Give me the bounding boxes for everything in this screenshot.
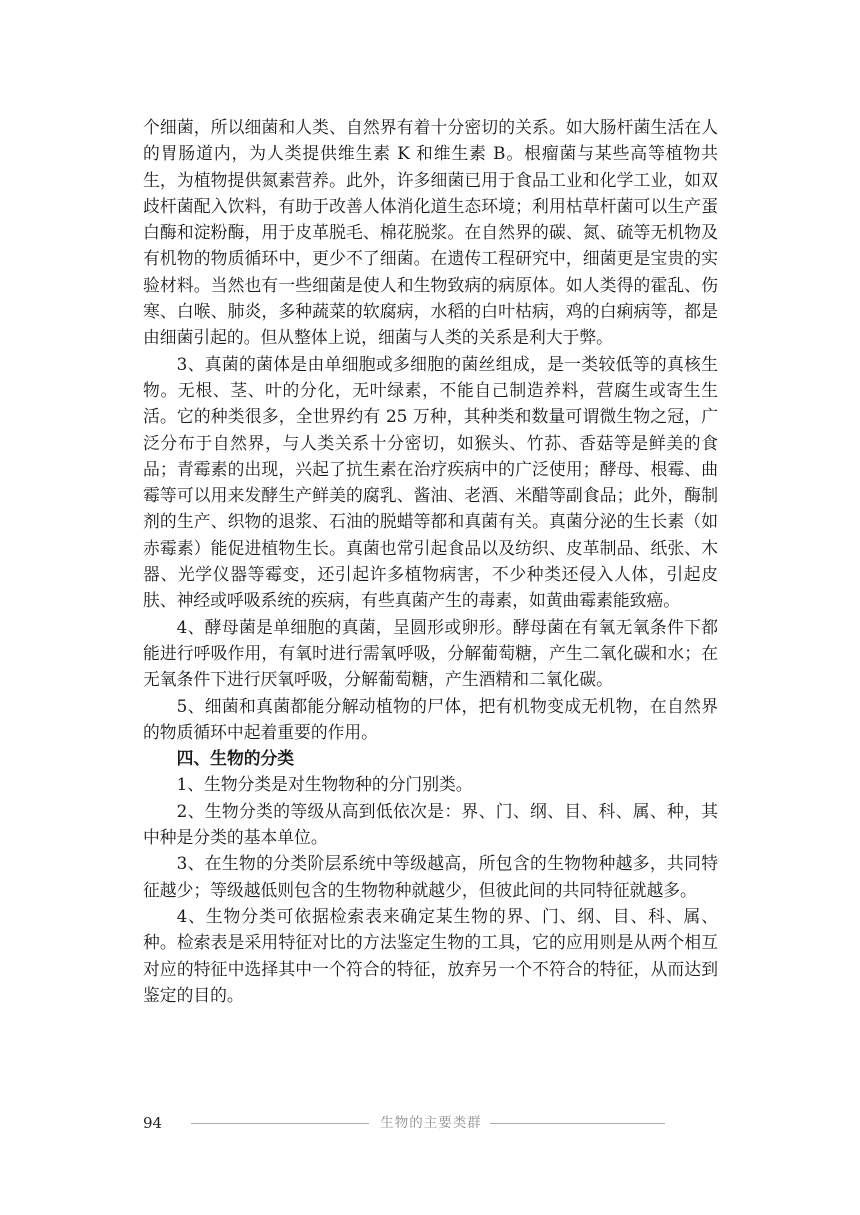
running-title: 生物的主要类群 bbox=[380, 1115, 482, 1131]
paragraph-classification-4: 4、生物分类可依据检索表来确定某生物的界、门、纲、目、科、属、种。检索表是采用特征对比的方法鉴定生物的工具，它的应用则是从两个相互对应的特征中选择其中一个符合的特征，放弃另一个不符合的特征，从而达到鉴定的目的。 bbox=[143, 905, 718, 1005]
paragraph-classification-3: 3、在生物的分类阶层系统中等级越高，所包含的生物物种越多，共同特征越少；等级越低则包含的生物物种就越少，但彼此间的共同特征就越多。 bbox=[143, 853, 718, 900]
paragraph-yeast: 4、酵母菌是单细胞的真菌，呈圆形或卵形。酵母菌在有氧无氧条件下都能进行呼吸作用，有氧时进行需氧呼吸，分解葡萄糖，产生二氧化碳和水；在无氧条件下进行厌氧呼吸，分解葡萄糖，产生酒精和二氧化碳。 bbox=[143, 616, 718, 690]
section-heading-classification: 四、生物的分类 bbox=[176, 748, 295, 769]
paragraph-classification-2: 2、生物分类的等级从高到低依次是：界、门、纲、目、科、属、种，其中种是分类的基本单位。 bbox=[143, 800, 718, 848]
body-text bbox=[143, 114, 718, 1008]
page-number: 94 bbox=[143, 1114, 163, 1132]
page-footer bbox=[143, 1112, 718, 1134]
footer-rule-left bbox=[191, 1123, 369, 1124]
footer-rule-right bbox=[490, 1123, 665, 1124]
paragraph-decomposers: 5、细菌和真菌都能分解动植物的尸体，把有机物变成无机物，在自然界的物质循环中起着重要的作用。 bbox=[143, 695, 718, 742]
paragraph-bacteria-relations: 个细菌，所以细菌和人类、自然界有着十分密切的关系。如大肠杆菌生活在人的胃肠道内，为人类提供维生素 K 和维生素 B。根瘤菌与某些高等植物共生，为植物提供氮素营养。此外，许多细菌已用于食品工业和化学工业，如双歧杆菌配入饮料，有助于改善人体消化道生态环境；利用枯草杆菌可以生产蛋白酶和淀粉酶，用于皮革脱毛、棉花脱浆。在自然界的碳、氮、硫等无机物及有机物的物质循环中，更少不了细菌。在遗传工程研究中，细菌更是宝贵的实验材料。当然也有一些细菌是使人和生物致病的病原体。如人类得的霍乱、伤寒、白喉、肺炎，多种蔬菜的软腐病，水稻的白叶枯病，鸡的白痢病等，都是由细菌引起的。但从整体上说，细菌与人类的关系是利大于弊。 bbox=[143, 117, 718, 348]
paragraph-fungi: 3、真菌的菌体是由单细胞或多细胞的菌丝组成，是一类较低等的真核生物。无根、茎、叶的分化，无叶绿素，不能自己制造养料，营腐生或寄生生活。它的种类很多，全世界约有 25 万种，其种类和数量可谓微生物之冠，广泛分布于自然界，与人类关系十分密切，如猴头、竹荪、香菇等是鲜美的食品；青霉素的出现，兴起了抗生素在治疗疾病中的广泛使用；酵母、根霉、曲霉等可以用来发酵生产鲜美的腐乳、酱油、老酒、米醋等副食品；此外，酶制剂的生产、织物的退浆、石油的脱蜡等都和真菌有关。真菌分泌的生长素（如赤霉素）能促进植物生长。真菌也常引起食品以及纺织、皮革制品、纸张、木器、光学仪器等霉变，还引起许多植物病害，不少种类还侵入人体，引起皮肤、神经或呼吸系统的疾病，有些真菌产生的毒素，如黄曲霉素能致癌。 bbox=[143, 353, 718, 611]
paragraph-classification-1: 1、生物分类是对生物物种的分门别类。 bbox=[176, 774, 473, 795]
